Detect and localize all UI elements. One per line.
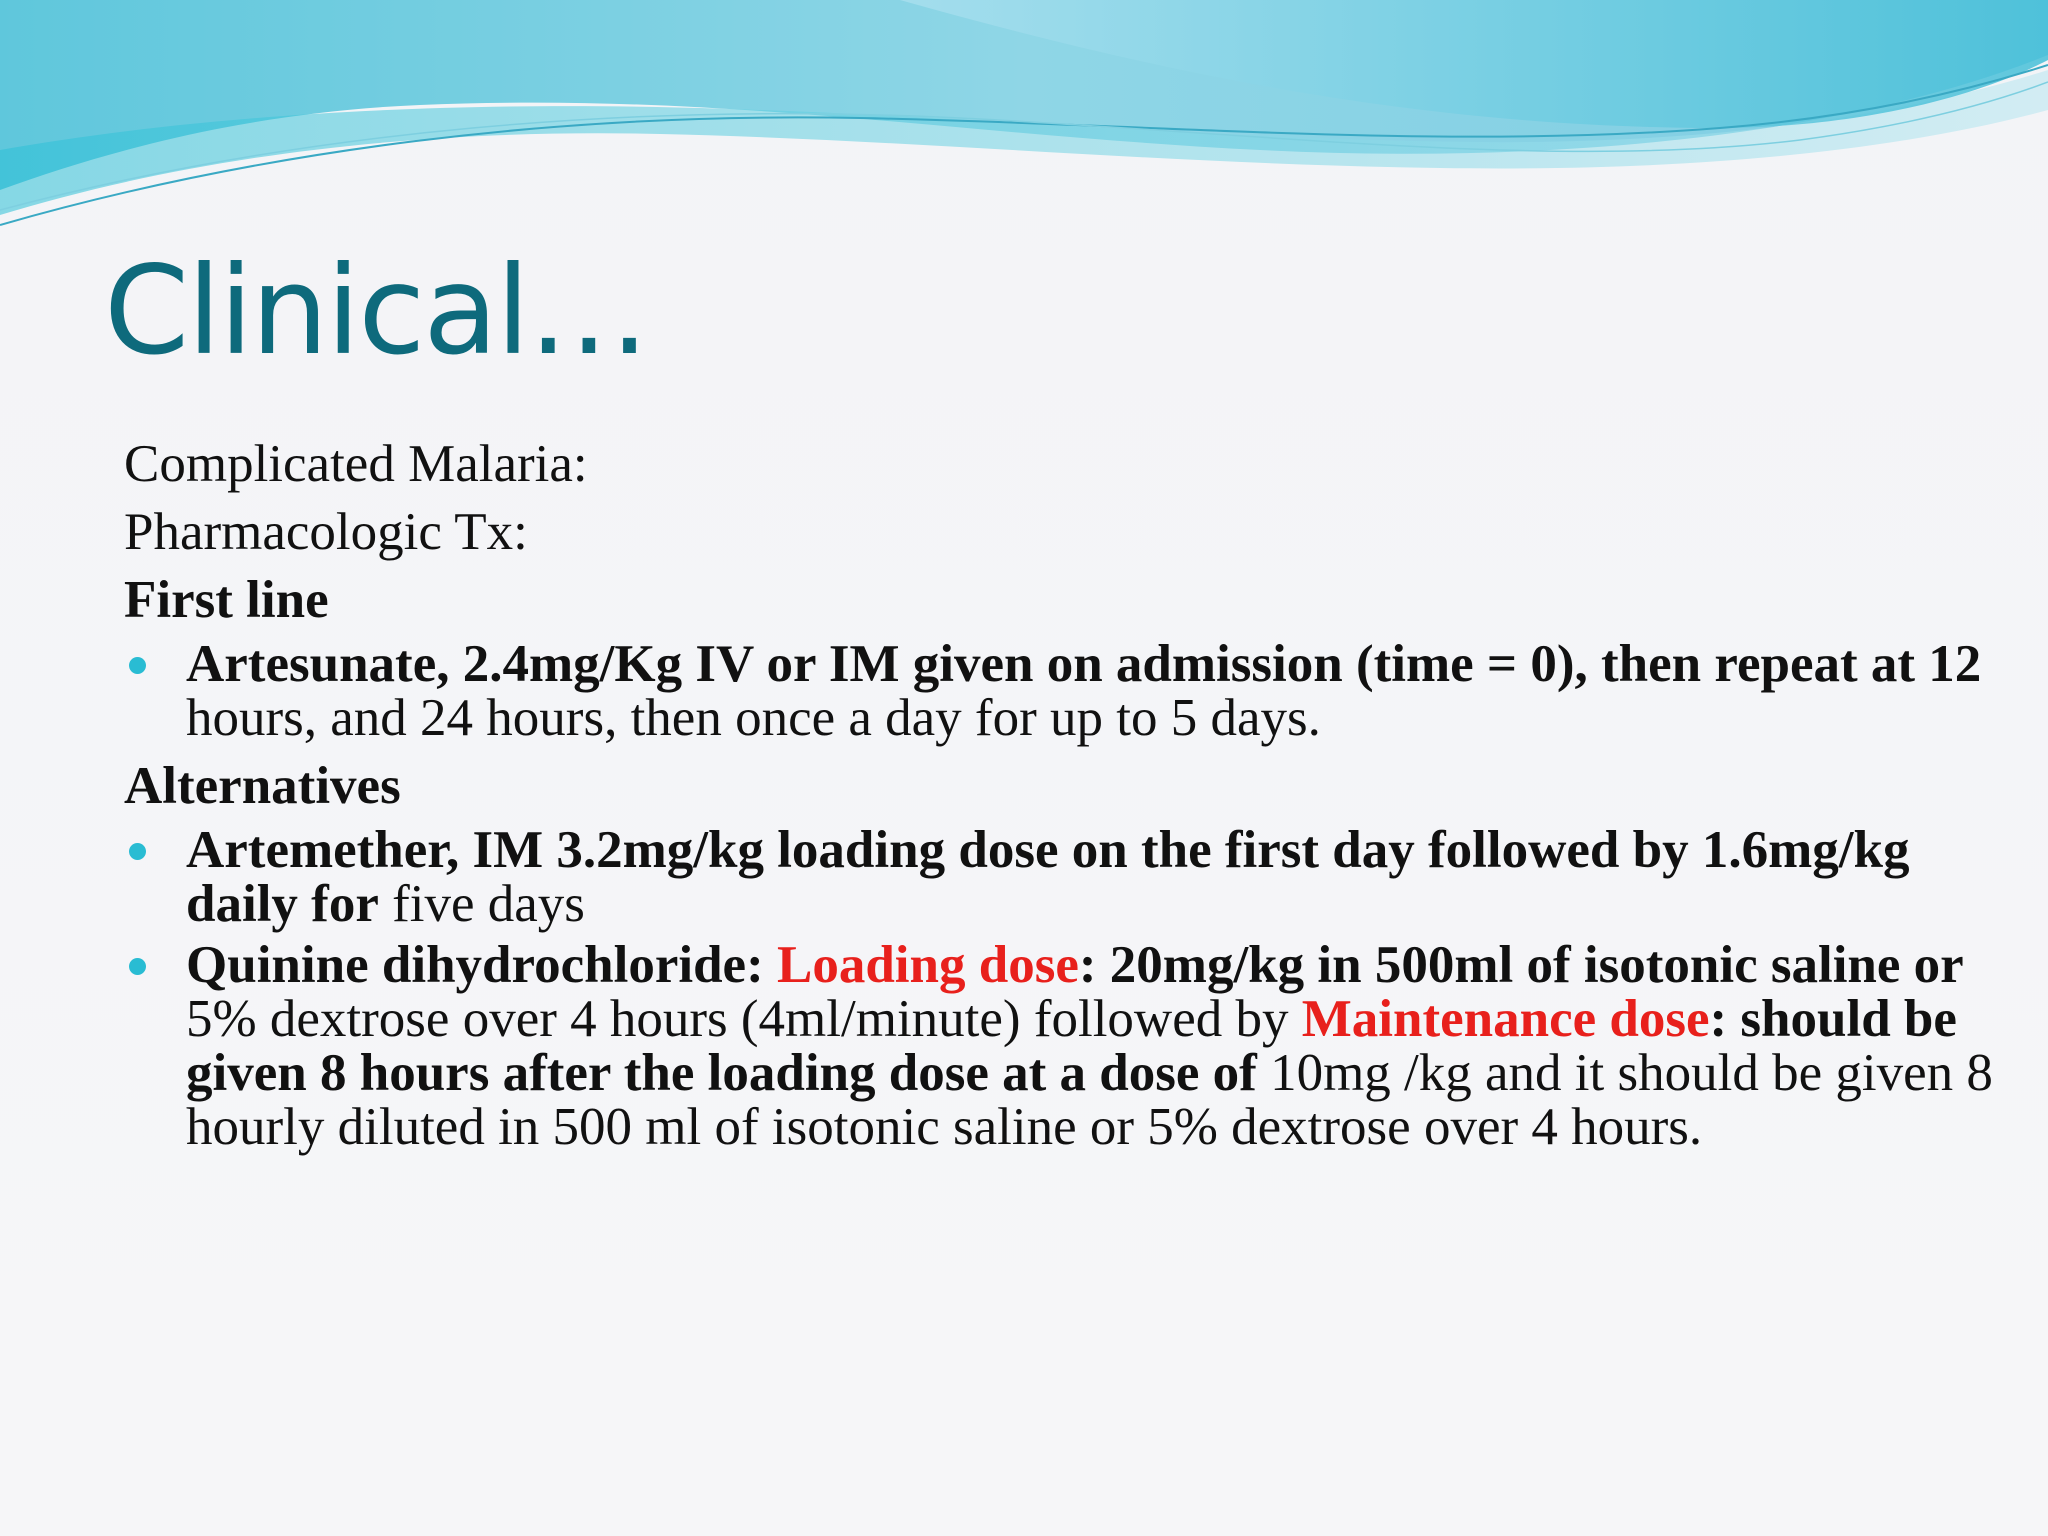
treatment-line: Pharmacologic Tx: [124,503,528,561]
loading-dose-label: Loading dose [776,936,1079,994]
list-item-artesunate [124,637,2004,745]
quinine-bold-3: : should be given 8 hours after the loading dose at a dose of [186,990,1957,1102]
alternatives-heading: Alternatives [124,757,401,815]
decorative-wave-header [0,0,2048,260]
artemether-text [186,823,2004,931]
quinine-rest-2: 10mg /kg and it should be given 8 hourly diluted in 500 ml of isotonic saline or 5% dextrose over 4 hours. [186,1044,1993,1156]
quinine-rest-1: 5% dextrose over 4 hours (4ml/minute) followed by [186,990,1302,1048]
bullet-dot-icon [129,657,146,674]
artesunate-bold: Artesunate, 2.4mg/Kg IV or IM given on admission (time = 0), then repeat at 12 [186,635,1982,693]
artesunate-rest: hours, and 24 hours, then once a day for up to 5 days. [186,689,1321,747]
first-line-heading: First line [124,571,329,629]
list-item-quinine [124,938,2004,1154]
slide-title: Clinical… [104,240,648,382]
quinine-bold-1: Quinine dihydrochloride: [186,936,777,994]
artesunate-text [186,637,2004,745]
condition-line: Complicated Malaria: [124,435,588,493]
slide-body [124,430,2004,1161]
alternatives-list [124,823,2004,1154]
bullet-dot-icon [129,958,146,975]
artemether-rest: five days [378,875,585,933]
quinine-bold-2: : 20mg/kg in 500ml of isotonic saline or [1078,936,1964,994]
list-item-artemether [124,823,2004,931]
artemether-bold: Artemether, IM 3.2mg/kg loading dose on the first day followed by 1.6mg/kg daily for [186,821,1910,933]
first-line-list [124,637,2004,745]
maintenance-dose-label: Maintenance dose [1301,990,1710,1048]
bullet-dot-icon [129,843,146,860]
quinine-text [186,938,2004,1154]
